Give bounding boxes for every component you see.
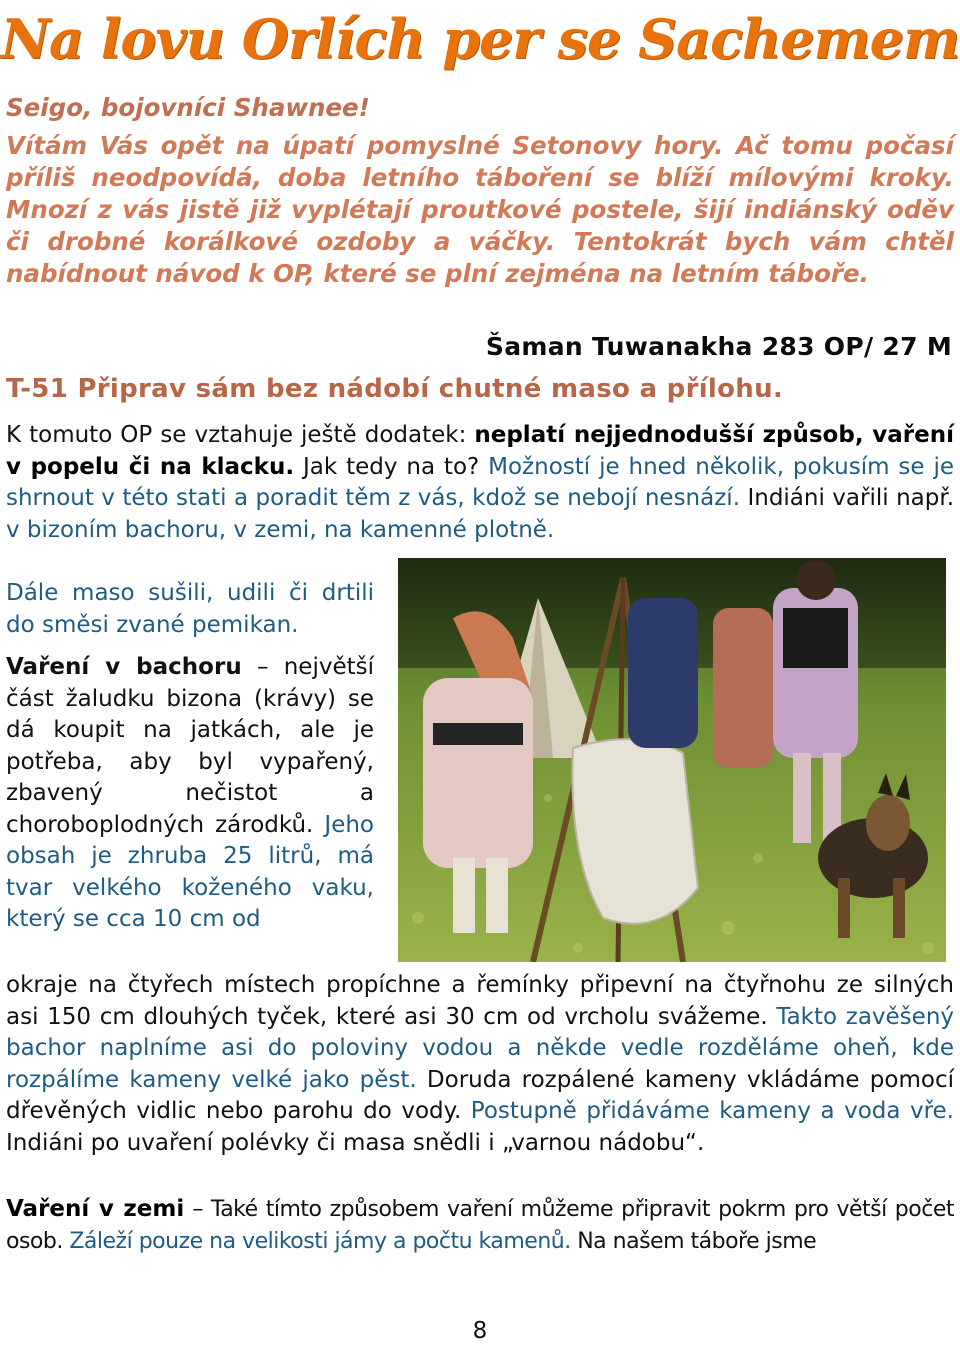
text-run: Také tímto způsobem vaření můžeme připravit pokrm pro větší počet osob. bbox=[6, 1197, 954, 1254]
paragraph-bachor bbox=[6, 652, 374, 936]
text-run: největší část žaludku bizona (krávy) se dá koupit na jatkách, ale je potřeba, aby byl vypařený, zbavený nečistot a choroboplodných zárodků. bbox=[6, 654, 374, 838]
photo-illustration bbox=[398, 558, 946, 962]
text-run: okraje na čtyřech místech propíchne a řemínky připevní na čtyřnohu ze silných asi 150 cm dlouhých tyček, které asi 30 cm od vrcholu svážeme. bbox=[6, 972, 954, 1030]
text-run: K tomuto OP se vztahuje ještě dodatek: bbox=[6, 422, 475, 448]
photo-camp-cooking bbox=[398, 558, 946, 962]
task-heading: T-51 Připrav sám bez nádobí chutné maso a přílohu. bbox=[6, 374, 784, 404]
signature: Šaman Tuwanakha 283 OP/ 27 M bbox=[485, 332, 952, 361]
text-run: Dále maso sušili, udili či drtili do směsi zvané pemikan. bbox=[6, 580, 374, 638]
text-run: Doruda rozpálené kameny vkládáme pomocí dřevěných vidlic nebo parohu do vody. bbox=[6, 1066, 954, 1124]
text-run: Takto zavěšený bachor naplníme asi do poloviny vodou a někde vedle rozděláme oheň, kde rozpálíme kameny velké jako pěst. bbox=[6, 1003, 955, 1093]
text-run: Indiáni vařili např. bbox=[747, 485, 955, 511]
greeting: Seigo, bojovníci Shawnee! bbox=[6, 93, 370, 122]
text-run: Indiáni po uvaření polévky či masa snědli i „varnou nádobu“. bbox=[6, 1129, 705, 1156]
welcome-paragraph: Vítám Vás opět na úpatí pomyslné Setonovy hory. Ač tomu počasí příliš neodpovídá, doba letního táboření se blíží mílovými kroky. Mnozí z vás jistě již vyplétají proutkové postele, šijí indiánský oděv či drobné korálkové ozdoby a váčky. Tentokrát bych vám chtěl nabídnout návod k OP, které se plní zejména na letním táboře. bbox=[6, 131, 954, 288]
paragraph-bachor-continued bbox=[6, 970, 954, 1159]
section-heading-bachor: Vaření v bachoru bbox=[6, 654, 242, 680]
bold-text: neplatí nejjednodušší způsob, vaření v popelu či na klacku. bbox=[6, 422, 954, 480]
page-number: 8 bbox=[472, 1318, 488, 1344]
text-run: Na našem táboře jsme bbox=[577, 1228, 817, 1254]
page-title: Na lovu Orlích per se Sachemem bbox=[0, 7, 960, 71]
text-run: Možností je hned několik, pokusím se je shrnout v této stati a poradit těm z vás, kdož se nebojí nesnází. bbox=[6, 453, 955, 511]
text-run: v bizoním bachoru, v zemi, na kamenné plotně. bbox=[6, 516, 555, 543]
dash: – bbox=[241, 654, 284, 680]
text-run: Jak tedy na to? bbox=[294, 453, 489, 480]
paragraph-vareni-v-zemi bbox=[6, 1194, 954, 1257]
text-run: Záleží pouze na velikosti jámy a počtu kamenů. bbox=[69, 1228, 578, 1254]
section-heading-zemi: Vaření v zemi bbox=[6, 1196, 185, 1222]
text-run: Postupně přidáváme kameny a voda vře. bbox=[470, 1098, 954, 1124]
dash: – bbox=[184, 1197, 211, 1222]
paragraph-pemikan bbox=[6, 578, 374, 641]
paragraph-intro-rules bbox=[6, 420, 954, 546]
text-run: Jeho obsah je zhruba 25 litrů, má tvar velkého koženého vaku, který se cca 10 cm od bbox=[6, 811, 374, 932]
